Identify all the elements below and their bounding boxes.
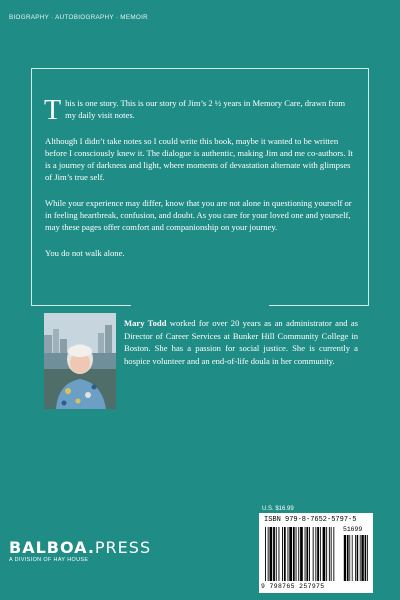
- author-bio-text: worked for over 20 years as an administrator and as Director of Career Services at Bunker Hill Community College in Boston. She has a passion for social justice. She is currently a hospice volunteer and an end-of-life doula in her community.: [124, 318, 359, 366]
- blurb: [45, 97, 357, 273]
- publisher-logo-press: PRESS: [94, 538, 152, 557]
- category-label: BIOGRAPHY · AUTOBIOGRAPHY · MEMOIR: [9, 14, 148, 21]
- price-label: U.S. $16.99: [262, 506, 294, 512]
- frame-rule-right: [269, 305, 368, 306]
- author-photo-image: [44, 313, 116, 409]
- drop-cap: T: [44, 95, 62, 126]
- publisher-logo: [9, 538, 151, 557]
- isbn-text: ISBN 979-8-7652-5797-5: [264, 516, 357, 524]
- barcode-image: [259, 525, 373, 583]
- isbn-barcode: [259, 513, 373, 593]
- author-bio: [124, 317, 358, 367]
- publisher-logo-dot: .: [87, 538, 95, 557]
- author-photo: [44, 313, 116, 409]
- barcode-digits: 9 798765 257975: [261, 583, 325, 590]
- barcode-addon-digits: 51699: [343, 526, 363, 533]
- blurb-paragraph-4: You do not walk alone.: [45, 248, 125, 258]
- frame-rule-left: [31, 305, 131, 306]
- blurb-paragraph-3: While your experience may differ, know that you are not alone in questioning yourself or in feeling heartbreak, confusion, and doubt. As you care for your loved one and yourself, may these pages offer comfort and companionship on your journey.: [45, 198, 352, 232]
- publisher-logo-main: BALBOA: [9, 538, 88, 557]
- blurb-paragraph-2: Although I didn’t take notes so I could write this book, maybe it wanted to be written before I consciously knew it. The dialogue is authentic, making Jim and me co-authors. It is a journey of darkness and light, where moments of devastation alternate with glimpses of Jim’s true self.: [45, 136, 353, 182]
- blurb-paragraph-1-text: his is one story. This is our story of Jim’s 2 ½ years in Memory Care, drawn from my daily visit notes.: [65, 98, 346, 120]
- publisher-imprint: A DIVISION OF HAY HOUSE: [9, 557, 89, 563]
- blurb-paragraph-1: [44, 95, 357, 126]
- author-name: Mary Todd: [124, 318, 167, 328]
